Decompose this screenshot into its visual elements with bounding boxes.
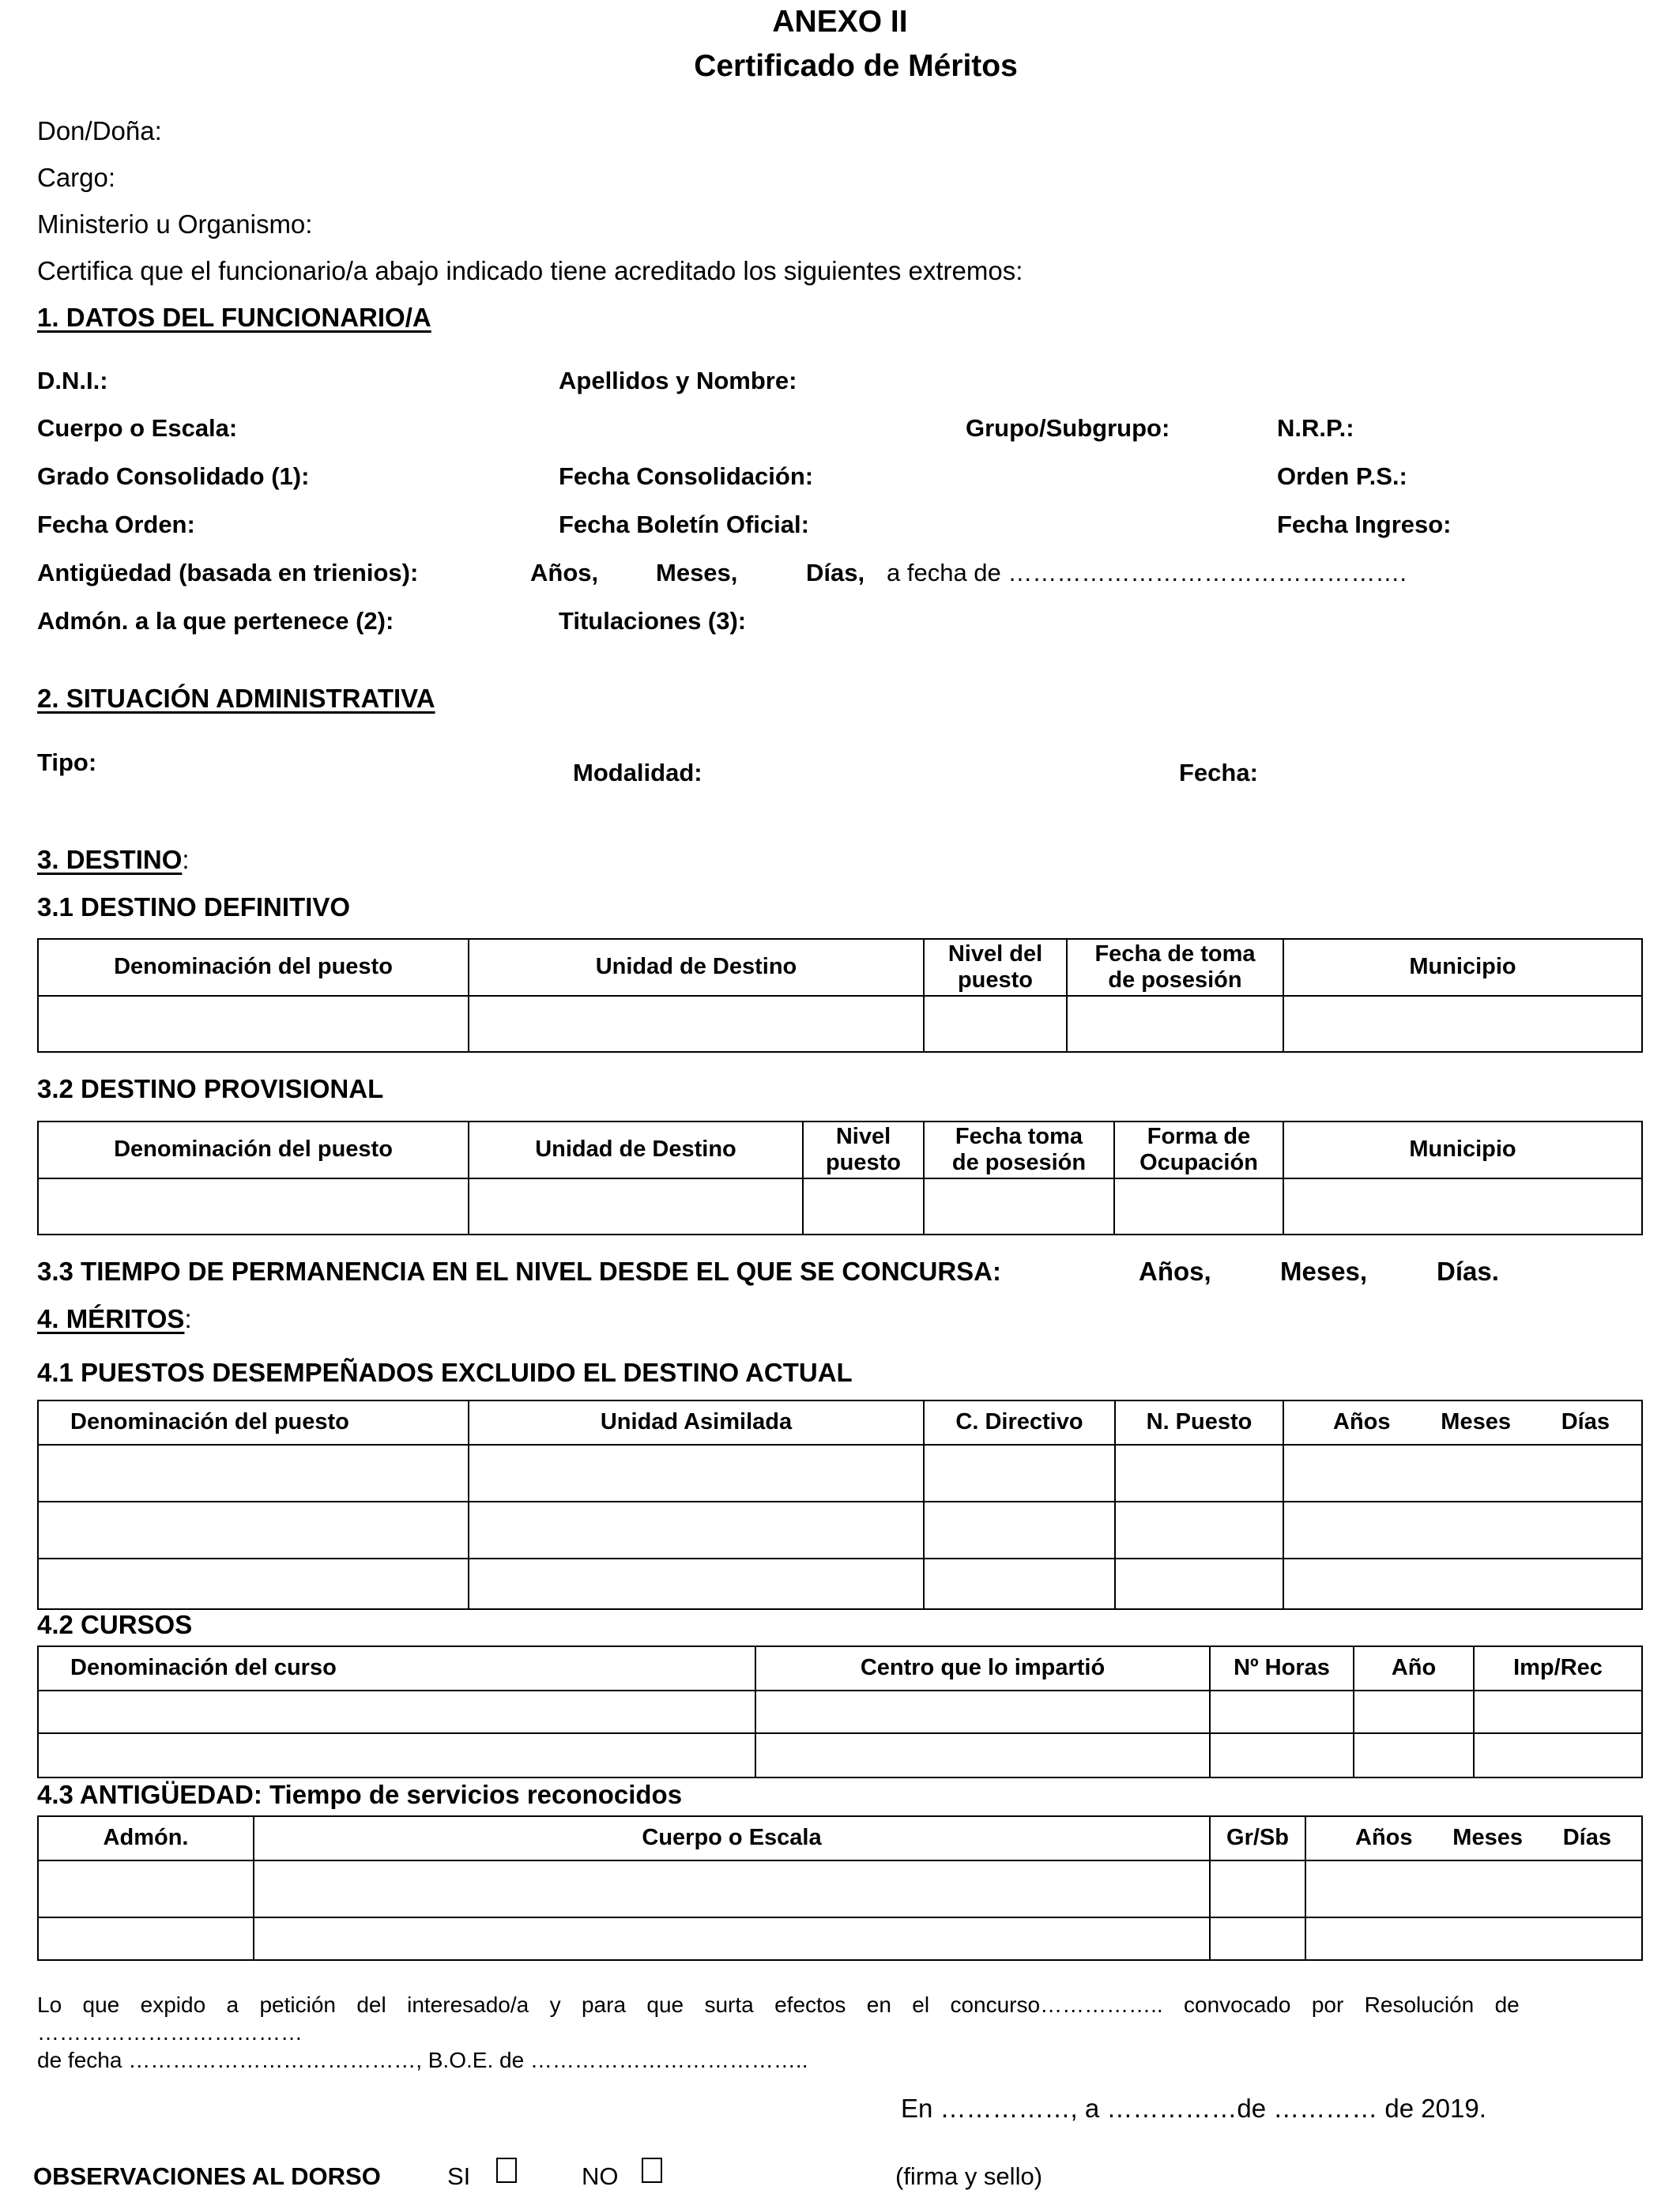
lugar-fecha: En ……………, a ……………de ………… de 2019. bbox=[901, 2094, 1486, 2123]
expido-word: que bbox=[646, 1992, 684, 2017]
table-cell[interactable] bbox=[469, 1178, 803, 1235]
fecha-situacion-label: Fecha: bbox=[1179, 759, 1258, 786]
a-fecha-de: a fecha de …………………………………………. bbox=[887, 559, 1407, 586]
don-label: Don/Doña: bbox=[37, 116, 162, 145]
nrp-label: N.R.P.: bbox=[1277, 414, 1354, 442]
admon-label: Admón. a la que pertenece (2): bbox=[37, 607, 394, 635]
column-header: Nivel puesto bbox=[803, 1122, 924, 1178]
column-header: Nivel del puesto bbox=[924, 939, 1067, 996]
expido-word: el bbox=[912, 1992, 930, 2017]
column-header: Denominación del puesto bbox=[38, 1122, 469, 1178]
column-header: Denominación del curso bbox=[38, 1646, 755, 1691]
expido-word: Resolución bbox=[1364, 1992, 1475, 2017]
table-header-row bbox=[38, 1400, 1642, 1445]
column-header: Unidad de Destino bbox=[469, 1122, 803, 1178]
table-row bbox=[38, 1860, 1642, 1917]
column-header: Fecha de toma de posesión bbox=[1067, 939, 1283, 996]
expido-paragraph bbox=[37, 1991, 1520, 2074]
grado-label: Grado Consolidado (1): bbox=[37, 462, 310, 490]
table-header-row bbox=[38, 939, 1642, 996]
table-cell[interactable] bbox=[1474, 1733, 1642, 1777]
meses-header: Meses bbox=[1441, 1409, 1511, 1435]
table-cell[interactable] bbox=[254, 1917, 1210, 1960]
puestos-desempenados-table bbox=[37, 1400, 1643, 1610]
table-header-row bbox=[38, 1122, 1642, 1178]
table-cell[interactable] bbox=[1354, 1691, 1474, 1733]
section-2-title: 2. SITUACIÓN ADMINISTRATIVA bbox=[37, 684, 435, 713]
expido-word: en bbox=[866, 1992, 891, 2017]
table-row bbox=[38, 1691, 1642, 1733]
table-cell[interactable] bbox=[1305, 1917, 1642, 1960]
table-header-row bbox=[38, 1646, 1642, 1691]
cargo-label: Cargo: bbox=[37, 163, 116, 192]
table-row bbox=[38, 1445, 1642, 1502]
no-checkbox[interactable] bbox=[642, 2158, 662, 2183]
table-cell[interactable] bbox=[924, 1502, 1115, 1559]
section-4-title: 4. MÉRITOS: bbox=[37, 1304, 192, 1333]
expido-word: petición bbox=[259, 1992, 336, 2017]
expido-word: Lo bbox=[37, 1992, 62, 2017]
column-header: Gr/Sb bbox=[1210, 1816, 1305, 1860]
column-header: C. Directivo bbox=[924, 1400, 1115, 1445]
table-cell[interactable] bbox=[38, 1691, 755, 1733]
observaciones-label: OBSERVACIONES AL DORSO bbox=[33, 2162, 381, 2190]
table-cell[interactable] bbox=[1210, 1917, 1305, 1960]
expido-word: de bbox=[1494, 1992, 1520, 2017]
table-cell[interactable] bbox=[469, 1559, 924, 1609]
column-header: Año bbox=[1354, 1646, 1474, 1691]
column-header: Nº Horas bbox=[1210, 1646, 1354, 1691]
grupo-label: Grupo/Subgrupo: bbox=[966, 414, 1170, 442]
column-header: Denominación del puesto bbox=[38, 939, 469, 996]
cursos-table bbox=[37, 1646, 1643, 1778]
cuerpo-label: Cuerpo o Escala: bbox=[37, 414, 238, 442]
table-cell[interactable] bbox=[1210, 1733, 1354, 1777]
expido-word: por bbox=[1311, 1992, 1344, 2017]
anos-header: Años bbox=[1333, 1409, 1391, 1435]
permanencia-anos: Años, bbox=[1139, 1257, 1211, 1286]
expido-word: a bbox=[226, 1992, 239, 2017]
table-cell[interactable] bbox=[1305, 1860, 1642, 1917]
meses-header: Meses bbox=[1452, 1825, 1523, 1851]
orden-ps-label: Orden P.S.: bbox=[1277, 462, 1407, 490]
table-cell[interactable] bbox=[1283, 996, 1642, 1052]
antiguedad-label: Antigüedad (basada en trienios): bbox=[37, 559, 419, 586]
column-header: Fecha toma de posesión bbox=[924, 1122, 1114, 1178]
permanencia-meses: Meses, bbox=[1280, 1257, 1368, 1286]
firma-label: (firma y sello) bbox=[895, 2162, 1043, 2190]
table-cell[interactable] bbox=[254, 1860, 1210, 1917]
expido-word: y bbox=[549, 1992, 561, 2017]
annex-heading: ANEXO II bbox=[772, 5, 908, 39]
table-cell[interactable] bbox=[1067, 996, 1283, 1052]
table-row bbox=[38, 1733, 1642, 1777]
expido-word: efectos bbox=[774, 1992, 846, 2017]
cursos-title: 4.2 CURSOS bbox=[37, 1610, 193, 1639]
table-cell[interactable] bbox=[1115, 1559, 1283, 1609]
table-cell[interactable] bbox=[1283, 1502, 1642, 1559]
fecha-consolidacion-label: Fecha Consolidación: bbox=[559, 462, 814, 490]
table-cell[interactable] bbox=[1210, 1860, 1305, 1917]
table-cell[interactable] bbox=[469, 1502, 924, 1559]
fecha-orden-label: Fecha Orden: bbox=[37, 511, 195, 538]
permanencia-dias: Días. bbox=[1437, 1257, 1499, 1286]
table-cell[interactable] bbox=[924, 1178, 1114, 1235]
table-cell[interactable] bbox=[1114, 1178, 1283, 1235]
table-cell[interactable] bbox=[803, 1178, 924, 1235]
si-checkbox[interactable] bbox=[496, 2158, 517, 2183]
destino-definitivo-title: 3.1 DESTINO DEFINITIVO bbox=[37, 892, 351, 922]
table-cell[interactable] bbox=[1283, 1445, 1642, 1502]
column-header: Unidad de Destino bbox=[469, 939, 924, 996]
table-cell[interactable] bbox=[1210, 1691, 1354, 1733]
expido-word: interesado/a bbox=[407, 1992, 529, 2017]
expido-word: surta bbox=[704, 1992, 754, 2017]
tiempo-permanencia-label: 3.3 TIEMPO DE PERMANENCIA EN EL NIVEL DESDE EL QUE SE CONCURSA: bbox=[37, 1257, 1001, 1286]
table-row bbox=[38, 1917, 1642, 1960]
fecha-ingreso-label: Fecha Ingreso: bbox=[1277, 511, 1452, 538]
dias-header: Días bbox=[1561, 1409, 1610, 1435]
column-header: Unidad Asimilada bbox=[469, 1400, 924, 1445]
table-cell[interactable] bbox=[924, 1559, 1115, 1609]
table-cell[interactable] bbox=[755, 1691, 1210, 1733]
column-header: Admón. bbox=[38, 1816, 254, 1860]
apellidos-label: Apellidos y Nombre: bbox=[559, 367, 797, 394]
section-3-title: 3. DESTINO: bbox=[37, 845, 190, 874]
table-row bbox=[38, 1559, 1642, 1609]
table-cell[interactable] bbox=[38, 1860, 254, 1917]
table-cell[interactable] bbox=[38, 1917, 254, 1960]
table-cell[interactable] bbox=[1115, 1445, 1283, 1502]
expido-line-1 bbox=[37, 1991, 1520, 2019]
column-header: Denominación del puesto bbox=[38, 1400, 469, 1445]
expido-word: concurso…………….. bbox=[950, 1992, 1163, 2017]
certifica-text: Certifica que el funcionario/a abajo indicado tiene acreditado los siguientes extremos: bbox=[37, 256, 1023, 285]
section-1-title: 1. DATOS DEL FUNCIONARIO/A bbox=[37, 303, 431, 332]
table-cell[interactable] bbox=[469, 1445, 924, 1502]
column-header: Cuerpo o Escala bbox=[254, 1816, 1210, 1860]
expido-word: del bbox=[356, 1992, 386, 2017]
table-row bbox=[38, 1502, 1642, 1559]
dias-header: Días bbox=[1562, 1825, 1611, 1851]
column-header: Forma de Ocupación bbox=[1114, 1122, 1283, 1178]
expido-word: convocado bbox=[1184, 1992, 1291, 2017]
antiguedad-anos: Años, bbox=[530, 559, 599, 586]
table-cell[interactable] bbox=[1354, 1733, 1474, 1777]
antiguedad-servicios-title: 4.3 ANTIGÜEDAD: Tiempo de servicios reconocidos bbox=[37, 1780, 683, 1809]
no-label: NO bbox=[582, 2162, 619, 2190]
column-header: Municipio bbox=[1283, 1122, 1642, 1178]
table-row bbox=[38, 1178, 1642, 1235]
table-cell[interactable] bbox=[469, 996, 924, 1052]
table-cell[interactable] bbox=[1283, 1178, 1642, 1235]
table-cell[interactable] bbox=[38, 1445, 469, 1502]
ministerio-label: Ministerio u Organismo: bbox=[37, 209, 313, 239]
expido-word: para bbox=[581, 1992, 627, 2017]
si-label: SI bbox=[447, 2162, 471, 2190]
table-cell[interactable] bbox=[924, 1445, 1115, 1502]
table-cell[interactable] bbox=[1115, 1502, 1283, 1559]
expido-word: que bbox=[82, 1992, 120, 2017]
page-title: Certificado de Méritos bbox=[694, 49, 1018, 83]
table-cell[interactable] bbox=[755, 1733, 1210, 1777]
expido-word: expido bbox=[140, 1992, 206, 2017]
fecha-boletin-label: Fecha Boletín Oficial: bbox=[559, 511, 809, 538]
titulaciones-label: Titulaciones (3): bbox=[559, 607, 747, 635]
column-header bbox=[1283, 1400, 1642, 1445]
table-cell[interactable] bbox=[38, 1502, 469, 1559]
table-cell[interactable] bbox=[38, 1733, 755, 1777]
expido-line-3: de fecha …………………………………, B.O.E. de ……………………………….. bbox=[37, 2048, 808, 2072]
tipo-label: Tipo: bbox=[37, 748, 97, 776]
column-header bbox=[1305, 1816, 1642, 1860]
column-header: N. Puesto bbox=[1115, 1400, 1283, 1445]
column-header: Imp/Rec bbox=[1474, 1646, 1642, 1691]
puestos-desempenados-title: 4.1 PUESTOS DESEMPEÑADOS EXCLUIDO EL DESTINO ACTUAL bbox=[37, 1358, 853, 1387]
antiguedad-dias: Días, bbox=[806, 559, 865, 586]
modalidad-label: Modalidad: bbox=[573, 759, 703, 786]
column-header: Municipio bbox=[1283, 939, 1642, 996]
table-cell[interactable] bbox=[924, 996, 1067, 1052]
anos-header: Años bbox=[1355, 1825, 1413, 1851]
antiguedad-servicios-table bbox=[37, 1815, 1643, 1961]
table-cell[interactable] bbox=[38, 1559, 469, 1609]
table-cell[interactable] bbox=[38, 996, 469, 1052]
expido-line-2: ……………………………… bbox=[37, 2020, 303, 2045]
table-cell[interactable] bbox=[1474, 1691, 1642, 1733]
destino-provisional-table bbox=[37, 1121, 1643, 1235]
table-cell[interactable] bbox=[1283, 1559, 1642, 1609]
table-header-row bbox=[38, 1816, 1642, 1860]
destino-definitivo-table bbox=[37, 938, 1643, 1053]
destino-provisional-title: 3.2 DESTINO PROVISIONAL bbox=[37, 1074, 384, 1103]
dni-label: D.N.I.: bbox=[37, 367, 108, 394]
table-cell[interactable] bbox=[38, 1178, 469, 1235]
table-row bbox=[38, 996, 1642, 1052]
antiguedad-meses: Meses, bbox=[656, 559, 738, 586]
column-header: Centro que lo impartió bbox=[755, 1646, 1210, 1691]
